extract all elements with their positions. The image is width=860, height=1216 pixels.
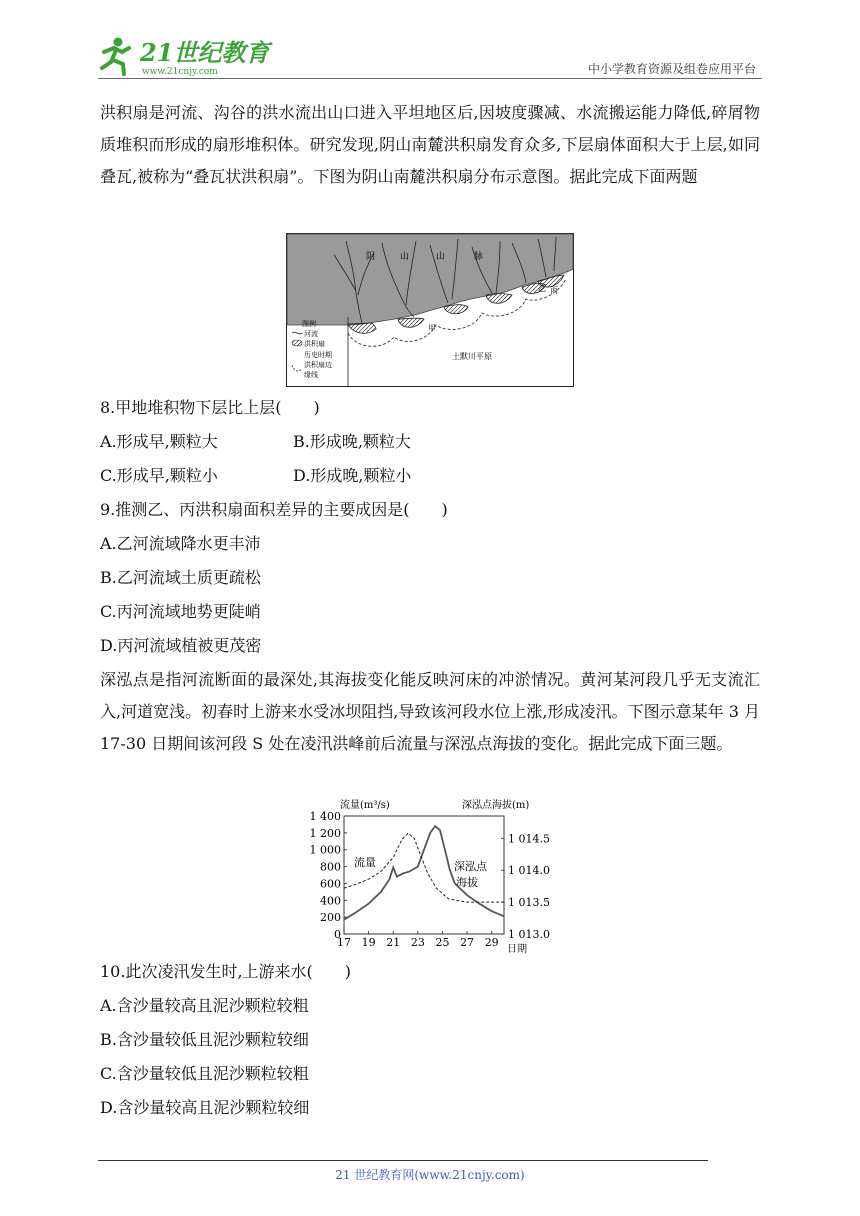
y-left-tick-label: 200: [320, 911, 341, 925]
y-right-tick-label: 1 014.5: [508, 832, 550, 846]
y-left-tick-label: 0: [334, 928, 341, 941]
label-jia: 甲: [428, 324, 436, 333]
x-tick-label: 21: [386, 936, 401, 949]
q10-option-d: D.含沙量较高且泥沙颗粒较细: [100, 1098, 310, 1117]
x-label: 日期: [507, 944, 527, 955]
runner-icon: [102, 38, 129, 75]
q9-option-c: C.丙河流域地势更陡峭: [100, 602, 261, 621]
q10-stem: 10.此次凌汛发生时,上游来水( ): [100, 962, 352, 981]
q8-stem: 8.甲地堆积物下层比上层( ): [100, 398, 320, 417]
label-yi: 乙: [538, 284, 546, 293]
q9-stem: 9.推测乙、丙洪积扇面积差异的主要成因是( ): [100, 500, 448, 519]
mountain-char-3: 山: [436, 252, 446, 262]
series-label-depth-2: 海拔: [456, 876, 478, 889]
y-left-tick-label: 1 400: [309, 810, 341, 823]
legend-historic-2: 洪积扇边: [304, 361, 332, 369]
q9-option-a: A.乙河流域降水更丰沛: [100, 534, 261, 553]
q9-option-d: D.丙河流域植被更茂密: [100, 636, 262, 655]
q9-option-b: B.乙河流域土质更疏松: [100, 568, 261, 587]
intro-paragraph-2: 深泓点是指河流断面的最深处,其海拔变化能反映河床的冲淤情况。黄河某河段几乎无支流汇入,河道宽浅。初春时上游来水受冰坝阻挡,导致该河段水位上涨,形成凌汛。下图示意某年 3 月 17-30 日期间该河段 S 处在凌汛洪峰前后流量与深泓点海拔的变化。据此完成下面三题。: [100, 670, 760, 753]
mountain-char-1: 阴: [366, 252, 376, 262]
q8-option-d: D.形成晚,颗粒小: [293, 466, 412, 485]
platform-name: 中小学教育资源及组卷应用平台: [587, 62, 756, 76]
x-tick-label: 23: [410, 936, 425, 949]
q8-option-b: B.形成晚,颗粒大: [293, 432, 411, 451]
y-right-tick-label: 1 013.5: [508, 896, 550, 910]
x-tick-label: 27: [460, 936, 475, 949]
y-right-tick-label: 1 014.0: [508, 864, 550, 878]
y-right-tick-label: 1 013.0: [508, 928, 550, 941]
x-tick-label: 17: [337, 936, 351, 949]
logo-text: 21世纪教育: [140, 38, 270, 67]
series-label-depth-1: 深泓点: [454, 860, 487, 873]
legend-historic-3: 缘线: [304, 371, 318, 379]
y-left-tick-label: 400: [320, 894, 341, 908]
label-bing: 丙: [550, 286, 558, 295]
y-left-tick-label: 600: [320, 877, 341, 891]
legend-title: 图例: [302, 320, 316, 328]
header-divider: [98, 78, 762, 79]
q8-option-a: A.形成早,颗粒大: [100, 432, 218, 451]
logo-url: www.21cnjy.com: [142, 67, 218, 77]
legend-fan-icon: [292, 340, 302, 346]
x-tick-label: 19: [361, 936, 376, 949]
mountain-char-2: 山: [400, 252, 410, 262]
q10-option-b: B.含沙量较低且泥沙颗粒较细: [100, 1030, 309, 1049]
legend-historic-1: 历史时期: [304, 351, 332, 359]
x-tick-label: 29: [484, 936, 499, 949]
y-left-label: 流量(m³/s): [340, 800, 390, 811]
y-left-tick-label: 1 200: [309, 826, 341, 840]
y-left-tick-label: 800: [320, 860, 341, 874]
legend-river: 河流: [304, 330, 318, 338]
alluvial-fan-map: [286, 233, 574, 387]
y-left-tick-label: 1 000: [309, 843, 341, 857]
q10-option-a: A.含沙量较高且泥沙颗粒较粗: [100, 996, 309, 1015]
footer-link[interactable]: 21 世纪教育网(www.21cnjy.com): [335, 1168, 525, 1182]
y-right-label: 深泓点海拔(m): [462, 800, 530, 811]
plot-frame: [344, 816, 504, 934]
q8-option-c: C.形成早,颗粒小: [100, 466, 218, 485]
intro-paragraph-1: 洪积扇是河流、沟谷的洪水流出山口进入平坦地区后,因坡度骤减、水流搬运能力降低,碎屑物质堆积而形成的扇形堆积体。研究发现,阴山南麓洪积扇发育众多,下层扇体面积大于上层,如同叠瓦,被称为“叠瓦状洪积扇”。下图为阴山南麓洪积扇分布示意图。据此完成下面两题: [100, 103, 760, 186]
site-logo: [96, 34, 270, 78]
footer-divider: [98, 1160, 708, 1161]
flow-depth-chart: [300, 796, 550, 956]
legend-fan: 洪积扇: [304, 340, 325, 348]
q10-option-c: C.含沙量较低且泥沙颗粒较粗: [100, 1064, 309, 1083]
mountain-char-4: 脉: [474, 252, 484, 262]
plain-label: 土默川平原: [452, 352, 492, 361]
x-tick-label: 25: [435, 936, 450, 949]
series-label-flow: 流量: [354, 856, 376, 869]
